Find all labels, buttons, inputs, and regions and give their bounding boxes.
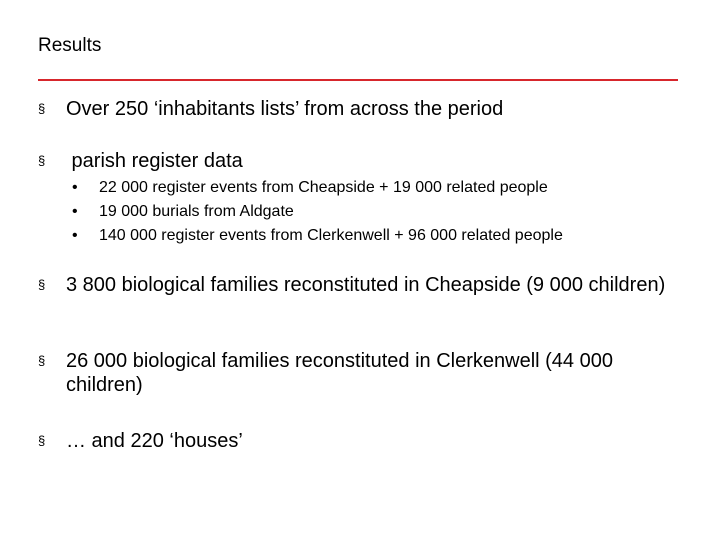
square-bullet-icon: §: [38, 101, 46, 116]
sub-list-text: 140 000 register events from Clerkenwell + 96 000 related people: [99, 227, 563, 244]
square-bullet-icon: §: [38, 153, 46, 168]
bullet-text: parish register data: [66, 150, 243, 172]
bullet-text: 3 800 biological families reconstituted in Cheapside (9 000 children): [66, 274, 666, 296]
square-bullet-icon: §: [38, 433, 46, 448]
title-divider: [38, 79, 678, 81]
dot-bullet-icon: •: [72, 203, 78, 220]
bullet-text: 26 000 biological families reconstituted in Clerkenwell (44 000 children): [66, 350, 613, 396]
bullet-text: … and 220 ‘houses’: [66, 430, 243, 452]
bullet-text: Over 250 ‘inhabitants lists’ from across the period: [66, 98, 504, 120]
square-bullet-icon: §: [38, 353, 46, 368]
square-bullet-icon: §: [38, 277, 46, 292]
dot-bullet-icon: •: [72, 179, 78, 196]
dot-bullet-icon: •: [72, 227, 78, 244]
sub-list-text: 22 000 register events from Cheapside + 19 000 related people: [99, 179, 548, 196]
sub-list-text: 19 000 burials from Aldgate: [99, 203, 294, 220]
slide-title: Results: [38, 35, 102, 56]
